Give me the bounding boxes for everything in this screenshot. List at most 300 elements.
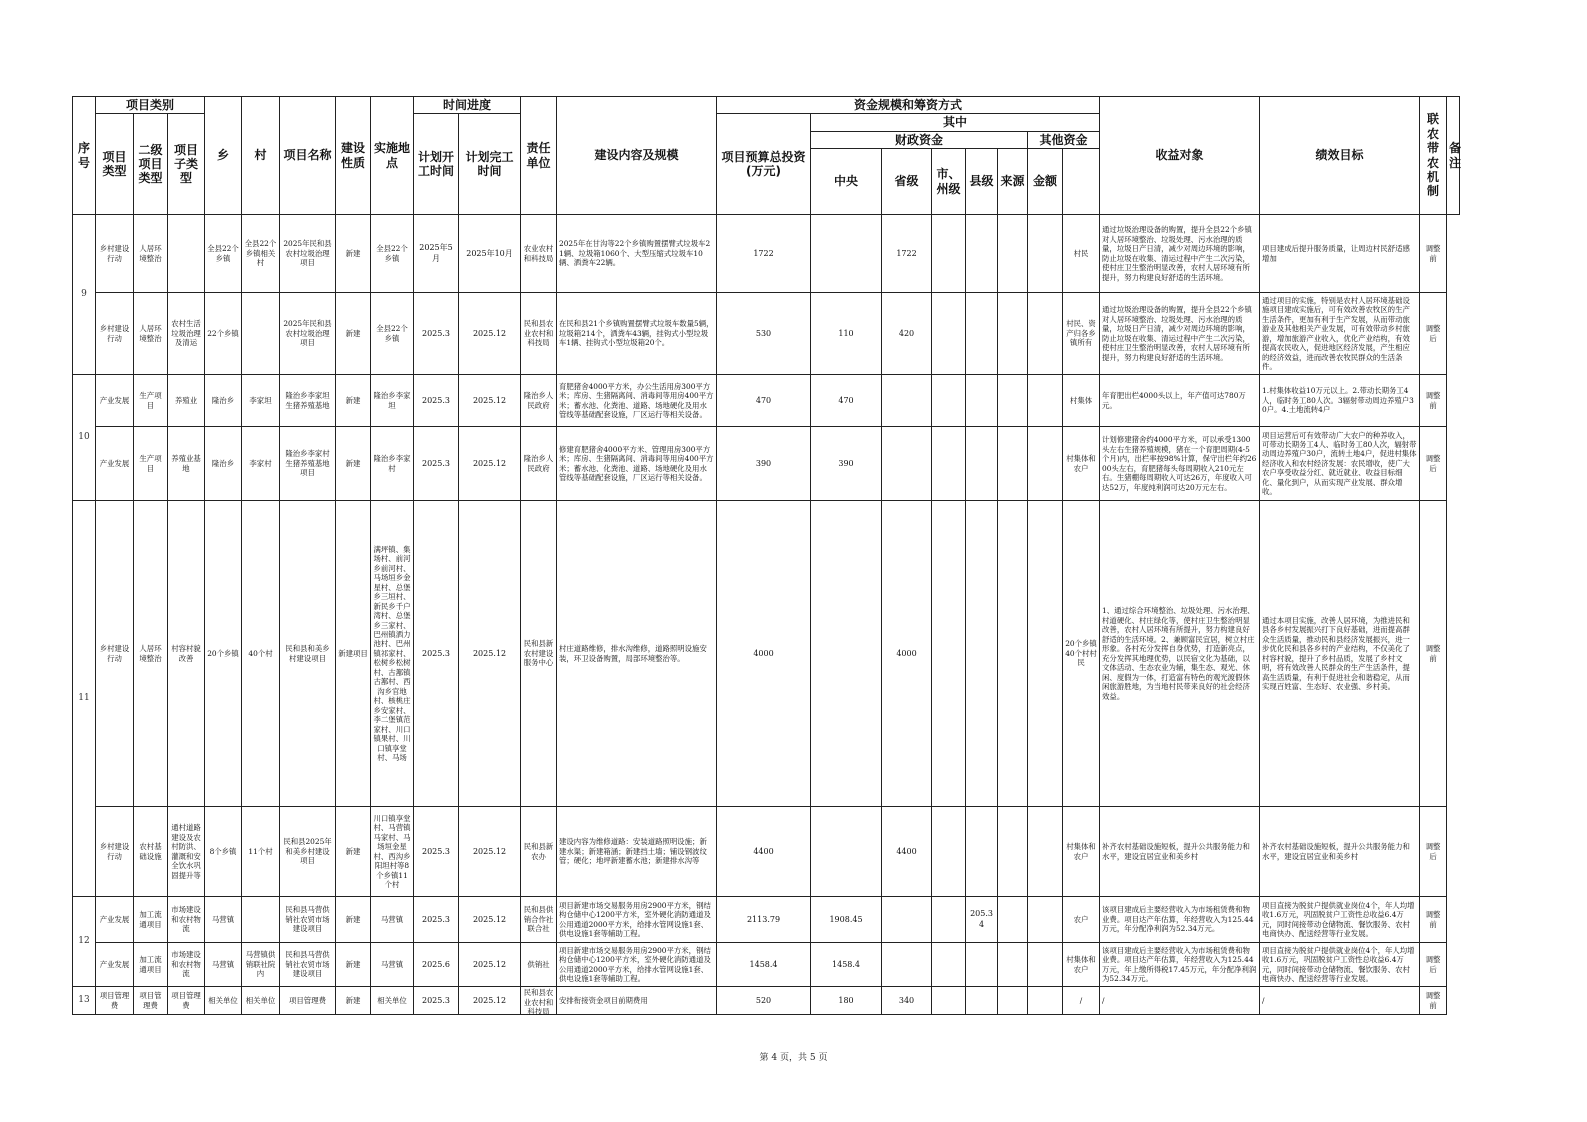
proj-type-cell [96, 427, 134, 501]
city-cell [932, 215, 966, 293]
unit-cell [521, 897, 557, 943]
site-cell-text: 隆治乡李家村 [373, 454, 411, 473]
city-cell [932, 807, 966, 897]
sub-type-cell-text: 养殖业基地 [171, 454, 201, 473]
header-central: 中央 [811, 149, 882, 215]
beneficiary-cell-text: 村集体和农户 [1066, 955, 1096, 974]
town-cell-text: 马营镇 [211, 914, 235, 924]
central-cell [811, 215, 882, 293]
county-cell [966, 987, 998, 1015]
unit-cell-text: 隆治乡人民政府 [523, 454, 554, 473]
province-cell [882, 293, 932, 375]
l2-type-cell-text: 生产项目 [139, 454, 162, 473]
village-cell [242, 897, 280, 943]
project-name-cell-text: 民和县和美乡村建设项目 [285, 644, 330, 663]
mechanism-cell [1260, 293, 1420, 375]
city-cell [932, 897, 966, 943]
site-cell [371, 987, 414, 1015]
targets-cell-text: 补齐农村基础设施短板，提升公共服务能力和水平，建设宜居宜业和美乡村 [1102, 842, 1250, 861]
project-name-cell [280, 897, 336, 943]
unit-cell [521, 987, 557, 1015]
city-cell [932, 987, 966, 1015]
l2-type-cell [134, 293, 168, 375]
total-cell [717, 897, 811, 943]
content-cell-text: 建设内容为维修道路：安装道路照明设施；新建水渠；新建箱涵；新建挡土墙；铺设钢波纹管；硬化；地坪新建蓄水池；新建排水沟等 [559, 837, 707, 866]
remarks-cell-text: 调整前 [1425, 391, 1441, 410]
beneficiary-cell [1063, 807, 1100, 897]
nature-cell-text: 新建 [345, 328, 361, 338]
beneficiary-cell-text: 村集体 [1069, 395, 1093, 405]
village-cell [242, 293, 280, 375]
project-name-cell-text: 项目管理费 [289, 995, 326, 1005]
header-source: 来源 [998, 149, 1028, 215]
nature-cell [336, 943, 371, 987]
sub-type-cell-text: 养殖业 [174, 395, 198, 405]
targets-cell [1100, 427, 1260, 501]
mechanism-cell [1260, 943, 1420, 987]
sub-type-cell-text: 市场建设和农村物流 [171, 950, 201, 979]
l2-type-cell [134, 215, 168, 293]
unit-cell [521, 943, 557, 987]
source-cell [998, 293, 1028, 375]
total-cell-text: 4000 [753, 648, 774, 658]
project-name-cell [280, 215, 336, 293]
city-cell [932, 293, 966, 375]
start-cell [414, 375, 459, 427]
start-cell [414, 807, 459, 897]
mechanism-cell-text: 项目运营后可有效带动广大农户的种养收入，可带动长期务工4人、临时务工80人次，辐射带动周边养殖户30户，流转土地4户，促进村集体经济收入和农村经济发展：农民增收，使广大农户享受收益分红、就近就业、收益目标细化、量化到户，从而实现产业发展、群众增收。 [1262, 430, 1417, 497]
header-county: 县级 [966, 149, 998, 215]
mechanism-cell-text: / [1262, 995, 1265, 1005]
seq-cell: 13 [73, 987, 96, 1015]
targets-cell-text: 1、通过综合环境整治、垃圾处理、污水治理、村道硬化、村庄绿化等，使村庄卫生整治明显改善，农村人居环境有所提升，努力构建良好舒适的生活环境。2、兼顾富民宜居，树立村庄形象。各村充分发挥自身优势，打造新亮点，充分发挥其地理优势，以民宿文化为基础，以文体活动、生态农业为辅，集生态、观光、休闲、度假为一体，打造富有特色的观光渡假休闲旅游胜地，为当地村民带来良好的社会经济效益。 [1102, 606, 1255, 701]
header-targets: 绩效目标 [1260, 97, 1420, 215]
l2-type-cell [134, 987, 168, 1015]
l2-type-cell-text: 人居环境整治 [139, 244, 162, 263]
finish-cell-text: 2025.12 [472, 395, 507, 405]
county-cell [966, 897, 998, 943]
seq-cell: 10 [73, 375, 96, 501]
targets-cell-text: 通过垃圾治理设备的购置，提升全县22个乡镇对人居环境整治、垃圾处理、污水治理的质量，垃圾日产日清，减少对周边环境的影响，防止垃圾在收集、清运过程中产生二次污染，使村庄卫生整治明显改善，农村人居环境有所提升，努力构建良好舒适的生活环境。 [1102, 225, 1252, 282]
unit-cell-text: 民和县新农办 [523, 842, 554, 861]
header-village: 村 [242, 97, 280, 215]
total-cell [717, 501, 811, 807]
proj-type-cell-text: 乡村建设行动 [99, 244, 130, 263]
l2-type-cell-text: 加工流通项目 [139, 910, 162, 929]
beneficiary-cell [1063, 215, 1100, 293]
province-cell-text: 1722 [896, 248, 917, 258]
content-cell [557, 943, 717, 987]
village-cell-text: 11个村 [248, 846, 273, 856]
project-name-cell-text: 民和县马营供销社农贸市场建设项目 [285, 950, 330, 979]
village-cell-text: 全县22个乡镇相关村 [244, 239, 277, 268]
site-cell-text: 满坪镇、集场村、前河乡前河村、马场垣乡金星村、总堡乡三垣村、新民乡千户湾村、总堡乡三家村、巴州镇洒力池村、巴州镇祁家村、松树乡松树村、古鄯镇古鄯村、西沟乡官地村、核桃庄乡安家村、李二堡镇范家村、川口镇果村、川口镇享堂村、马场 [373, 544, 411, 763]
total-cell-text: 1722 [753, 248, 774, 258]
table-row [73, 427, 1460, 501]
village-cell [242, 987, 280, 1015]
village-cell [242, 427, 280, 501]
header-seq: 序号 [73, 97, 96, 215]
mechanism-cell-text: 通过项目的实施，特别是农村人居环境基础设施项目建成实施后，可有效改善农牧区的生产生活条件，更加有利于生产发展，从而带动旅游业及其他相关产业发展，可有效带动乡村旅游，增加旅游产业收入，优化产业结构，有效提高农民收入，促进地区经济发展，产生相应的经济效益，进而改善农牧民群众的生活条件。 [1262, 295, 1410, 372]
beneficiary-cell [1063, 943, 1100, 987]
central-cell-text: 110 [838, 328, 854, 338]
central-cell [811, 987, 882, 1015]
total-cell-text: 1458.4 [749, 959, 778, 969]
village-cell [242, 375, 280, 427]
targets-cell-text: 计划修建猪舍约4000平方米，可以承受1300头左右生猪养殖规模，猪在一个育肥周期(4-5个月)内，出栏率按98%计算，保守出栏年约2600头左右，育肥猪每头每周期收入210元左右。生猪棚每周期收入可达26万，年度收入可达52万，年度纯利润可达20万元左右。 [1102, 435, 1257, 492]
sub-type-cell-text: 市场建设和农村物流 [171, 905, 201, 934]
l2-type-cell [134, 897, 168, 943]
remarks-cell [1420, 501, 1447, 807]
proj-type-cell [96, 987, 134, 1015]
content-cell [557, 987, 717, 1015]
header-of-which: 其中 [811, 114, 1100, 131]
header-sub-type: 项目子类型 [168, 114, 205, 215]
project-name-cell-text: 隆治乡李家村生猪养殖基地项目 [285, 449, 330, 478]
beneficiary-cell [1063, 501, 1100, 807]
content-cell [557, 375, 717, 427]
total-cell [717, 293, 811, 375]
start-cell [414, 215, 459, 293]
town-cell-text: 马营镇 [211, 959, 235, 969]
remarks-cell [1420, 807, 1447, 897]
start-cell-text: 2025.3 [422, 458, 450, 468]
central-cell [811, 807, 882, 897]
remarks-cell-text: 调整前 [1425, 644, 1441, 663]
county-cell [966, 427, 998, 501]
header-province: 省级 [882, 149, 932, 215]
proj-type-cell-text: 项目管理费 [99, 991, 130, 1010]
village-cell-text: 马营镇供销联社院内 [245, 950, 276, 979]
targets-cell-text: 该项目建成后主要经营收入为市场租赁费和物业费。项目达产年估算，年经营收入为125.44万元，年上缴所得税17.45万元，年分配净利润为52.34万元。 [1102, 945, 1257, 984]
remarks-cell [1420, 897, 1447, 943]
unit-cell [521, 293, 557, 375]
remarks-cell-text: 调整后 [1425, 842, 1441, 861]
county-cell [966, 375, 998, 427]
targets-cell [1100, 807, 1260, 897]
nature-cell-text: 新建 [345, 846, 361, 856]
proj-type-cell [96, 897, 134, 943]
site-cell-text: 全县22个乡镇 [376, 324, 408, 343]
unit-cell [521, 427, 557, 501]
unit-cell-text: 农业农村和科技局 [523, 244, 554, 263]
proj-type-cell-text: 产业发展 [99, 458, 130, 468]
province-cell [882, 215, 932, 293]
beneficiary-cell-text: 村集体和农户 [1066, 842, 1096, 861]
town-cell [205, 987, 242, 1015]
unit-cell-text: 供销社 [527, 959, 550, 969]
nature-cell [336, 293, 371, 375]
site-cell [371, 897, 414, 943]
remarks-cell-text: 调整后 [1425, 955, 1441, 974]
content-cell [557, 215, 717, 293]
project-name-cell-text: 民和县2025年和美乡村建设项目 [283, 837, 332, 866]
amount-cell [1028, 807, 1063, 897]
sub-type-cell [168, 897, 205, 943]
source-cell [998, 375, 1028, 427]
village-cell [242, 807, 280, 897]
table-row [73, 375, 1460, 427]
table-row [73, 501, 1460, 807]
mechanism-cell [1260, 807, 1420, 897]
unit-cell-text: 民和县农业农村和科技局 [523, 988, 554, 1017]
beneficiary-cell [1063, 987, 1100, 1015]
targets-cell [1100, 501, 1260, 807]
header-nature: 建设性质 [336, 97, 371, 215]
remarks-cell [1420, 293, 1447, 375]
mechanism-cell [1260, 501, 1420, 807]
central-cell-text: 1908.45 [829, 914, 863, 924]
city-cell [932, 375, 966, 427]
town-cell [205, 897, 242, 943]
mechanism-cell [1260, 897, 1420, 943]
county-cell-text: 205.34 [970, 909, 993, 929]
beneficiary-cell [1063, 897, 1100, 943]
l2-type-cell-text: 项目管理费 [139, 991, 162, 1010]
header-other: 其他资金 [1028, 131, 1100, 148]
amount-cell [1028, 375, 1063, 427]
province-cell [882, 943, 932, 987]
content-cell [557, 501, 717, 807]
county-cell [966, 215, 998, 293]
header-schedule-group: 时间进度 [414, 97, 521, 114]
town-cell [205, 375, 242, 427]
header-funding-group: 资金规模和筹资方式 [717, 97, 1100, 114]
village-cell-text: 40个村 [248, 648, 273, 658]
finish-cell [459, 943, 521, 987]
content-cell-text: 在民和县21个乡镇购置摆臂式垃圾车数量5辆，垃圾箱214个，洒粪车43辆，挂钩式小型垃圾车1辆、挂钩式小型垃圾箱20个。 [559, 319, 714, 348]
finish-cell-text: 2025年10月 [466, 248, 513, 258]
finish-cell-text: 2025.12 [472, 458, 507, 468]
remarks-cell [1420, 987, 1447, 1015]
total-cell-text: 470 [755, 395, 772, 405]
province-cell-text: 420 [898, 328, 915, 338]
remarks-cell [1420, 427, 1447, 501]
remarks-cell-text: 调整前 [1425, 991, 1441, 1010]
table-row [73, 897, 1460, 943]
content-cell-text: 2025年在甘沟等22个乡镇购置摆臂式垃圾车21辆、垃圾箱1060个、大型压缩式垃圾车10辆、洒粪车22辆。 [559, 239, 711, 268]
targets-cell-text: / [1102, 995, 1105, 1005]
content-cell [557, 897, 717, 943]
amount-cell [1028, 943, 1063, 987]
central-cell [811, 375, 882, 427]
content-cell-text: 安排衔接资金项目前期费用 [559, 995, 648, 1005]
header-remarks: 备注 [1447, 97, 1460, 215]
source-cell [998, 897, 1028, 943]
nature-cell-text: 新建 [345, 248, 361, 258]
project-name-cell-text: 民和县马营供销社农贸市场建设项目 [285, 905, 330, 934]
nature-cell [336, 897, 371, 943]
header-category-group: 项目类别 [96, 97, 205, 114]
source-cell [998, 943, 1028, 987]
header-finish: 计划完工时间 [459, 114, 521, 215]
mechanism-cell-text: 1.村集体收益10万元以上。2.带动长期务工4人，临时务工80人次。3辐射带动周边养殖户30户。4.土地流转4户 [1262, 386, 1414, 415]
targets-cell-text: 年育肥出栏4000头以上，年产值可达780万元。 [1102, 391, 1246, 410]
start-cell [414, 501, 459, 807]
nature-cell [336, 375, 371, 427]
unit-cell [521, 375, 557, 427]
site-cell-text: 全县22个乡镇 [376, 244, 408, 263]
start-cell [414, 987, 459, 1015]
province-cell [882, 987, 932, 1015]
source-cell [998, 987, 1028, 1015]
seq-cell: 11 [73, 501, 96, 897]
l2-type-cell [134, 501, 168, 807]
finish-cell-text: 2025.12 [472, 328, 507, 338]
seq-cell: 9 [73, 215, 96, 375]
header-amount: 金额 [1028, 149, 1063, 215]
start-cell-text: 2025年5月 [419, 243, 453, 263]
county-cell [966, 943, 998, 987]
mechanism-cell-text: 项目直接为脱贫户提供就业岗位4个，年人均增收1.6万元，巩固脱贫户工资性总收益6.4万元，同时间接带动仓储物流、餐饮服务、农村电商快办、配送经营等行业发展。 [1262, 900, 1415, 939]
start-cell [414, 943, 459, 987]
site-cell [371, 807, 414, 897]
city-cell [932, 943, 966, 987]
table-header [73, 97, 1460, 215]
header-city: 市、州级 [932, 149, 966, 215]
site-cell [371, 215, 414, 293]
l2-type-cell [134, 427, 168, 501]
amount-cell [1028, 501, 1063, 807]
province-cell-text: 4400 [896, 846, 917, 856]
project-name-cell-text: 2025年民和县农村垃圾治理项目 [283, 319, 332, 348]
town-cell [205, 501, 242, 807]
seq-cell: 12 [73, 897, 96, 987]
content-cell-text: 修建育肥猪舍4000平方米、管理用房300平方米；库房、生猪隔离间、消毒间等用房400平方米；蓄水池、化粪池、道路、场地硬化及用水管线等基础配套设施，厂区运行等相关设备。 [559, 444, 714, 483]
remarks-cell [1420, 215, 1447, 293]
total-cell-text: 2113.79 [746, 914, 781, 924]
town-cell-text: 全县22个乡镇 [207, 244, 239, 263]
project-name-cell [280, 987, 336, 1015]
mechanism-cell-text: 补齐农村基础设施短板，提升公共服务能力和水平，建设宜居宜业和美乡村 [1262, 842, 1410, 861]
sub-type-cell-text: 项目管理费 [171, 991, 201, 1010]
beneficiary-cell-text: 农户 [1073, 914, 1089, 924]
project-name-cell [280, 293, 336, 375]
town-cell-text: 隆治乡 [211, 458, 235, 468]
town-cell-text: 隆治乡 [211, 395, 235, 405]
remarks-cell-text: 调整后 [1425, 324, 1441, 343]
town-cell [205, 293, 242, 375]
total-cell [717, 807, 811, 897]
nature-cell-text: 新建 [345, 959, 361, 969]
province-cell-text: 340 [898, 995, 915, 1005]
start-cell-text: 2025.3 [422, 846, 450, 856]
table-row [73, 215, 1460, 293]
finish-cell [459, 807, 521, 897]
nature-cell-text: 新建 [345, 995, 361, 1005]
project-table [72, 96, 1460, 1015]
total-cell-text: 530 [755, 328, 772, 338]
project-name-cell [280, 943, 336, 987]
site-cell-text: 马营镇 [380, 959, 404, 969]
table-row [73, 943, 1460, 987]
proj-type-cell-text: 产业发展 [99, 395, 130, 405]
project-name-cell [280, 807, 336, 897]
finish-cell-text: 2025.12 [472, 648, 507, 658]
town-cell-text: 22个乡镇 [207, 328, 239, 338]
unit-cell-text: 民和县新农村建设服务中心 [523, 639, 554, 668]
nature-cell [336, 215, 371, 293]
content-cell-text: 育肥猪舍4000平方米，办公生活用房300平方米；库房、生猪隔离间、消毒间等用房400平方米；蓄水池、化粪池、道路、场地硬化及用水管线等基础配套设施，厂区运行等相关设备。 [559, 381, 714, 420]
source-cell [998, 807, 1028, 897]
header-content: 建设内容及规模 [557, 97, 717, 215]
unit-cell [521, 501, 557, 807]
county-cell [966, 807, 998, 897]
county-cell [966, 293, 998, 375]
village-cell [242, 943, 280, 987]
site-cell [371, 375, 414, 427]
finish-cell [459, 897, 521, 943]
finish-cell-text: 2025.12 [472, 959, 507, 969]
content-cell-text: 项目新建市场交易服务用房2900平方米，钢结构仓储中心1200平方米，室外硬化消防通道及公用通道2000平方米，给排水管网设施1套、供电设施1套等辅助工程。 [559, 945, 711, 984]
unit-cell-text: 隆治乡人民政府 [523, 391, 554, 410]
central-cell [811, 293, 882, 375]
start-cell [414, 897, 459, 943]
remarks-cell-text: 调整前 [1425, 910, 1441, 929]
site-cell [371, 427, 414, 501]
total-cell [717, 427, 811, 501]
sub-type-cell [168, 427, 205, 501]
sub-type-cell [168, 375, 205, 427]
total-cell-text: 4400 [753, 846, 774, 856]
proj-type-cell-text: 产业发展 [99, 914, 130, 924]
table-row [73, 293, 1460, 375]
page-footer: 第 4 页，共 5 页 [759, 1053, 828, 1063]
l2-type-cell-text: 加工流通项目 [139, 955, 162, 974]
proj-type-cell-text: 乡村建设行动 [99, 644, 130, 663]
finish-cell [459, 293, 521, 375]
central-cell [811, 943, 882, 987]
central-cell-text: 470 [838, 395, 854, 405]
start-cell-text: 2025.3 [422, 914, 450, 924]
total-cell [717, 943, 811, 987]
beneficiary-cell [1063, 375, 1100, 427]
l2-type-cell [134, 943, 168, 987]
table-row [73, 807, 1460, 897]
beneficiary-cell [1063, 427, 1100, 501]
sub-type-cell [168, 215, 205, 293]
l2-type-cell-text: 人居环境整治 [139, 324, 162, 343]
proj-type-cell [96, 943, 134, 987]
header-site: 实施地点 [371, 97, 414, 215]
source-cell [998, 215, 1028, 293]
mechanism-cell [1260, 987, 1420, 1015]
total-cell [717, 375, 811, 427]
proj-type-cell-text: 乡村建设行动 [99, 324, 130, 343]
project-name-cell [280, 427, 336, 501]
town-cell-text: 相关单位 [208, 995, 238, 1005]
sub-type-cell [168, 501, 205, 807]
town-cell [205, 943, 242, 987]
l2-type-cell [134, 375, 168, 427]
finish-cell-text: 2025.12 [472, 846, 507, 856]
project-name-cell [280, 501, 336, 807]
unit-cell-text: 民和县农业农村和科技局 [523, 319, 554, 348]
central-cell [811, 427, 882, 501]
table-row [73, 987, 1460, 1015]
start-cell-text: 2025.3 [422, 395, 450, 405]
central-cell-text: 1458.4 [832, 959, 861, 969]
nature-cell-text: 新建 [345, 914, 361, 924]
beneficiary-cell-text: 村民 [1073, 248, 1089, 258]
town-cell [205, 215, 242, 293]
remarks-cell-text: 调整前 [1425, 244, 1441, 263]
central-cell-text: 180 [838, 995, 854, 1005]
source-cell [998, 427, 1028, 501]
start-cell-text: 2025.6 [422, 959, 450, 969]
village-cell [242, 501, 280, 807]
central-cell [811, 897, 882, 943]
